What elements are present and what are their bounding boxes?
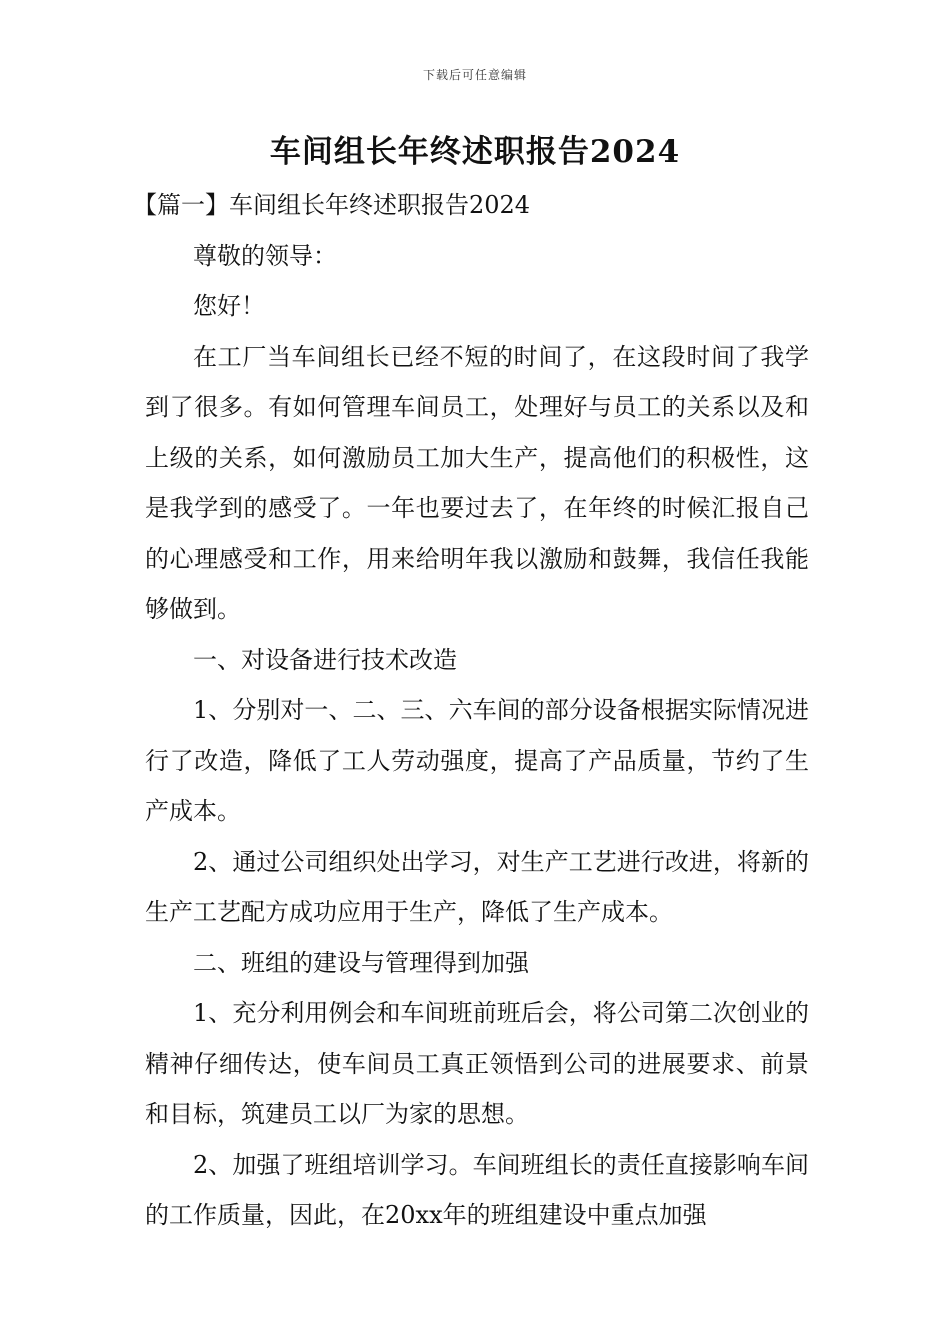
salutation: 尊敬的领导： [193, 241, 337, 270]
body-paragraph-intro: 在工厂当车间组长已经不短的时间了，在这段时间了我学到了很多。有如何管理车间员工，处理好与员工的关系以及和上级的关系，如何激励员工加大生产，提高他们的积极性，这是我学到的感受了。一年也要过去了，在年终的时候汇报自己的心理感受和工作，用来给明年我以激励和鼓舞，我信任我能够做到。 [145, 342, 809, 623]
header-note: 下载后可任意编辑 [422, 68, 527, 82]
greeting: 您好！ [193, 292, 265, 320]
document-body [133, 180, 809, 1241]
section-heading-pian-1: 【篇一】车间组长年终述职报告2024 [133, 191, 531, 219]
body-paragraph-2-2: 2、加强了班组培训学习。车间班组长的责任直接影响车间的工作质量，因此，在20xx年的班组建设中重点加强 [145, 1150, 809, 1229]
body-paragraph-2-1: 1、充分利用例会和车间班前班后会，将公司第二次创业的精神仔细传达，使车间员工真正领悟到公司的进展要求、前景和目标，筑建员工以厂为家的思想。 [145, 999, 809, 1128]
body-paragraph-1-2: 2、通过公司组织处出学习，对生产工艺进行改进，将新的生产工艺配方成功应用于生产，降低了生产成本。 [145, 847, 809, 926]
section-heading-1: 一、对设备进行技术改造 [193, 645, 457, 674]
section-heading-2: 二、班组的建设与管理得到加强 [193, 948, 529, 977]
document-title: 车间组长年终述职报告2024 [269, 134, 681, 170]
body-paragraph-1-1: 1、分别对一、二、三、六车间的部分设备根据实际情况进行了改造，降低了工人劳动强度，提高了产品质量，节约了生产成本。 [145, 696, 809, 825]
